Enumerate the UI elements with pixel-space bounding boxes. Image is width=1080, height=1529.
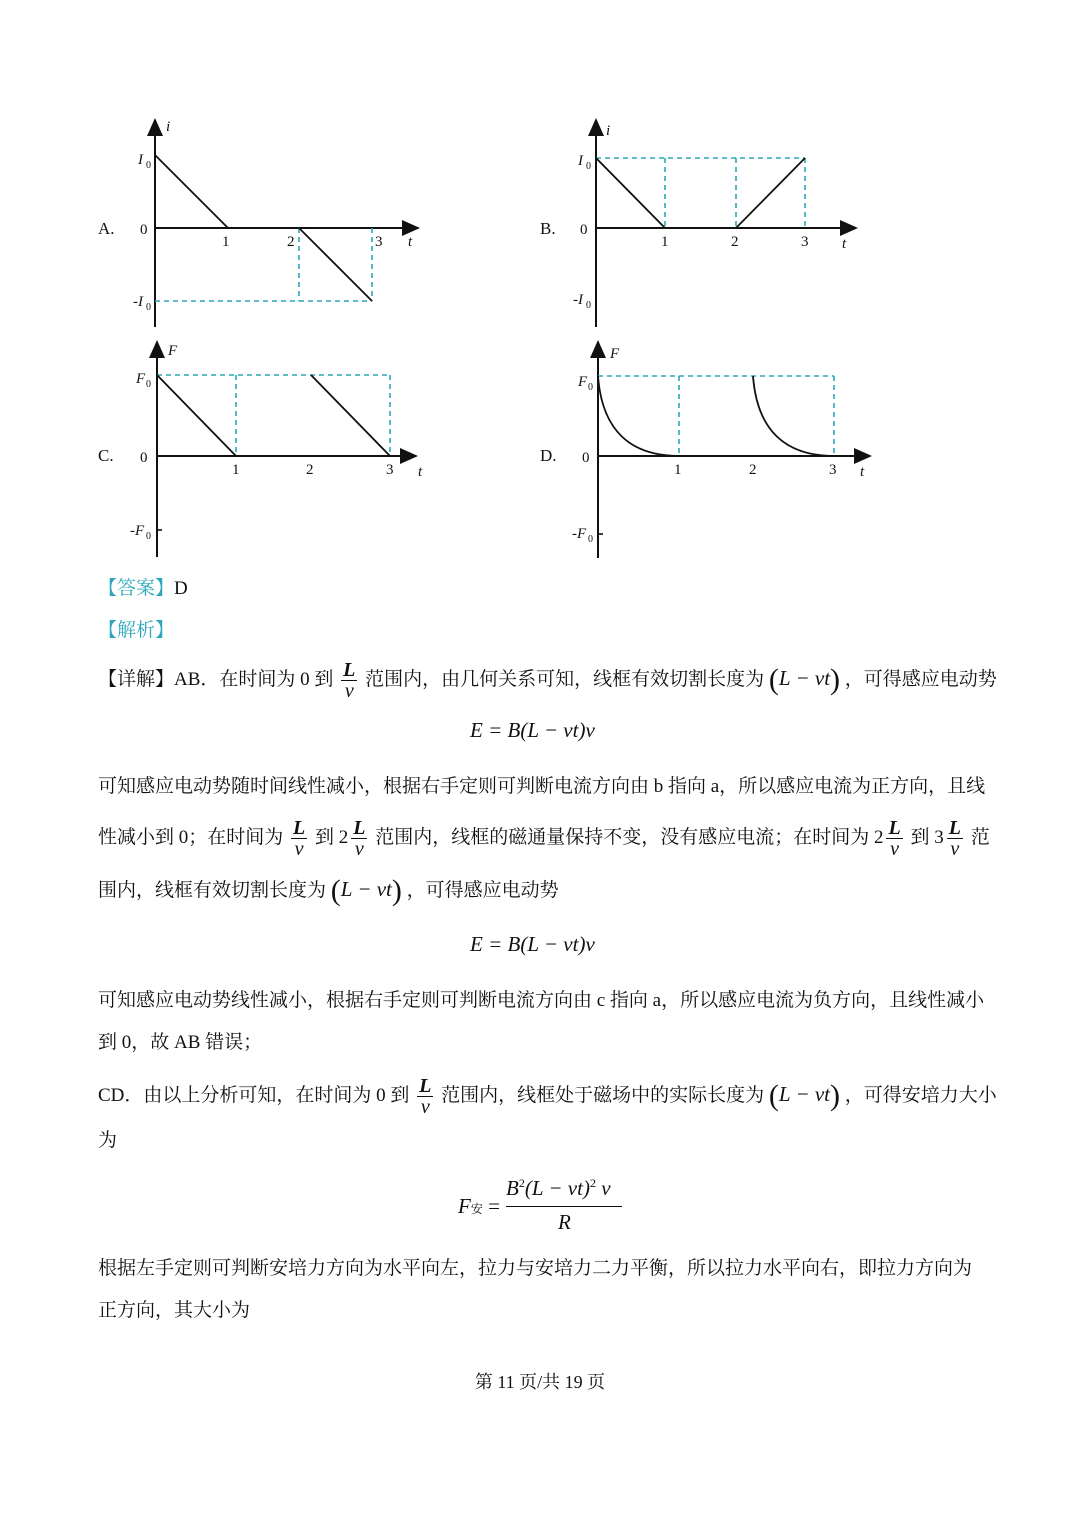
expr-text: L − vt [778, 665, 831, 690]
graph-d-tick-1: 1 [674, 462, 682, 478]
detail-line-3 [98, 818, 990, 859]
frac-den: v [950, 838, 960, 860]
detail-line-10: 正方向，其大小为 [98, 1300, 251, 1321]
graph-a-option: A. [98, 219, 115, 238]
detail-text: AB．在时间为 0 到 [174, 668, 334, 690]
graph-a-y-top-sub: 0 [146, 160, 151, 171]
graph-c-option: C. [98, 446, 114, 465]
expr-l-minus-vt: (L − vt) [768, 663, 841, 697]
graph-b-tick-2: 2 [731, 234, 739, 250]
coefficient: 3 [934, 826, 944, 848]
graph-b-tick-3: 3 [801, 234, 809, 250]
graph-d-option: D. [540, 446, 557, 465]
graph-c-y-bottom-sub: 0 [146, 531, 151, 542]
eq3-lhs-symbol: F [458, 1194, 471, 1218]
detail-text: 围内，线框有效切割长度为 [98, 880, 327, 901]
detail-line-2: 可知感应电动势随时间线性减小，根据右手定则可判断电流方向由 b 指向 a，所以感应电流为正方向，且线 [98, 776, 986, 797]
answer-label: 【答案】 [98, 578, 175, 599]
detail-text: ，可得安培力大小 [844, 1084, 997, 1106]
detail-line-5: 可知感应电动势线性减小，根据右手定则可判断电流方向由 c 指向 a，所以感应电流为负方向，且线性减小 [98, 990, 985, 1011]
fraction-l-over-v [341, 660, 357, 701]
frac-num: L [293, 817, 306, 839]
fraction-l-over-v [351, 818, 367, 859]
graph-d-y-top-sub: 0 [588, 382, 593, 393]
graph-d-y-top: F [578, 374, 588, 390]
graph-a-x-label: t [408, 234, 413, 250]
graph-c-x-label: t [418, 464, 423, 480]
eq3-fraction-bar [506, 1206, 622, 1207]
graph-d-origin: 0 [582, 450, 590, 466]
answer-value: D [174, 578, 188, 599]
frac-den: v [890, 838, 900, 860]
graph-b-x-label: t [842, 236, 847, 252]
frac-num: L [353, 817, 366, 839]
frac-num: L [948, 817, 961, 839]
frac-den: v [294, 838, 304, 860]
expr-text: L − vt [340, 877, 392, 901]
eq3-lhs-sub: 安 [470, 1202, 483, 1216]
detail-text: ，可得感应电动势 [406, 880, 559, 901]
graph-b-segment-1 [596, 158, 665, 228]
graph-c-tick-2: 2 [306, 462, 314, 478]
page-footer: 第 11 页/共 19 页 [474, 1372, 606, 1392]
detail-text: 范围内，线框的磁通量保持不变，没有感应电流；在时间为 [375, 826, 870, 848]
graph-b-origin: 0 [580, 222, 588, 238]
graph-a [98, 119, 418, 327]
graph-b-segment-2 [736, 158, 805, 228]
graph-d-curve-2 [753, 376, 834, 456]
equation-ampere-force [458, 1176, 638, 1236]
graph-a-origin: 0 [140, 222, 148, 238]
graph-c-segment-1 [157, 375, 236, 456]
detail-text: 性减小到 0；在时间为 [98, 826, 284, 848]
detail-line-9: 根据左手定则可判断安培力方向为水平向左，拉力与安培力二力平衡，所以拉力水平向右，即拉力方向为 [98, 1258, 973, 1279]
graph-b-y-top: I [578, 153, 583, 169]
graph-b-y-top-sub: 0 [586, 161, 591, 172]
frac-num: L [888, 817, 901, 839]
graph-c-tick-3: 3 [386, 462, 394, 478]
coefficient: 2 [338, 826, 349, 848]
eq3-denominator: R [558, 1210, 571, 1234]
graph-c-origin: 0 [140, 450, 148, 466]
graph-d-curve-1 [598, 376, 679, 456]
graph-d [540, 342, 870, 558]
graph-a-tick-3: 3 [375, 234, 383, 250]
fraction-l-over-v [291, 818, 307, 859]
detail-text: CD．由以上分析可知，在时间为 0 到 [98, 1084, 410, 1106]
frac-num: L [419, 1075, 432, 1097]
fraction-l-over-v [947, 818, 963, 859]
graph-a-tick-2: 2 [287, 234, 295, 250]
graph-c-y-top: F [136, 371, 146, 387]
eq3-numerator [506, 1176, 611, 1201]
eq3-num-paren: (L − vt) [524, 1176, 590, 1200]
graph-b-y-bottom: -I [573, 292, 583, 308]
frac-den: v [344, 680, 354, 702]
frac-num: L [343, 659, 356, 681]
detail-line-1 [98, 660, 997, 701]
graph-a-y-top: I [138, 152, 143, 168]
graph-b-option: B. [540, 219, 556, 238]
graph-d-tick-2: 2 [749, 462, 757, 478]
graph-c [98, 342, 423, 557]
detail-line-8: 为 [98, 1130, 118, 1151]
graph-b [540, 120, 856, 327]
detail-text: 范围内，线框处于磁场中的实际长度为 [441, 1084, 765, 1106]
graph-a-segment-1 [155, 155, 228, 228]
coefficient: 2 [873, 826, 884, 848]
eq3-num-exp: 2 [589, 1176, 596, 1190]
detail-label: 【详解】 [98, 668, 175, 690]
graph-d-tick-3: 3 [829, 462, 837, 478]
graph-d-y-bottom-sub: 0 [588, 534, 593, 545]
graph-a-tick-1: 1 [222, 234, 230, 250]
graphs-figure [0, 0, 1080, 570]
frac-den: v [420, 1096, 430, 1118]
graph-c-y-label: F [168, 343, 178, 359]
expr-text: L − vt [778, 1081, 831, 1106]
detail-text: 范围内，由几何关系可知，线框有效切割长度为 [365, 668, 765, 690]
eq3-num-b: B [506, 1176, 519, 1200]
graph-d-x-label: t [860, 464, 865, 480]
graph-b-tick-1: 1 [661, 234, 669, 250]
graph-a-segment-2 [299, 228, 372, 301]
graph-c-segment-2 [311, 375, 390, 456]
graph-d-y-label: F [610, 346, 620, 362]
expr-l-minus-vt: (L − vt) [768, 1079, 841, 1113]
detail-text: 范 [970, 826, 990, 848]
analysis-line [98, 618, 174, 644]
equation-emf-2: E = B(L − vt)v [470, 932, 595, 956]
equation-emf-1: E = B(L − vt)v [470, 718, 595, 742]
detail-line-6: 到 0，故 AB 错误； [98, 1032, 263, 1053]
fraction-l-over-v [886, 818, 902, 859]
eq3-num-exp: 2 [518, 1176, 525, 1190]
graph-c-tick-1: 1 [232, 462, 240, 478]
answer-line [98, 576, 188, 602]
detail-text: 到 [910, 826, 930, 848]
eq3-lhs: F安 = [458, 1194, 500, 1218]
detail-line-4 [98, 874, 559, 908]
graph-a-y-label: i [166, 119, 171, 135]
graph-a-y-bottom: -I [133, 294, 143, 310]
graph-c-y-bottom: -F [130, 523, 145, 539]
fraction-l-over-v [417, 1076, 433, 1117]
detail-line-7 [98, 1076, 997, 1117]
eq3-num-v: v [601, 1176, 611, 1200]
graph-b-y-label: i [606, 123, 611, 139]
graph-a-y-bottom-sub: 0 [146, 302, 151, 313]
analysis-label: 【解析】 [98, 620, 175, 641]
frac-den: v [354, 838, 364, 860]
expr-l-minus-vt: (L − vt) [330, 874, 402, 908]
graph-c-y-top-sub: 0 [146, 379, 151, 390]
graph-b-y-bottom-sub: 0 [586, 300, 591, 311]
detail-text: 到 [314, 826, 334, 848]
graph-d-y-bottom: -F [572, 526, 587, 542]
detail-text: ，可得感应电动势 [844, 668, 997, 690]
